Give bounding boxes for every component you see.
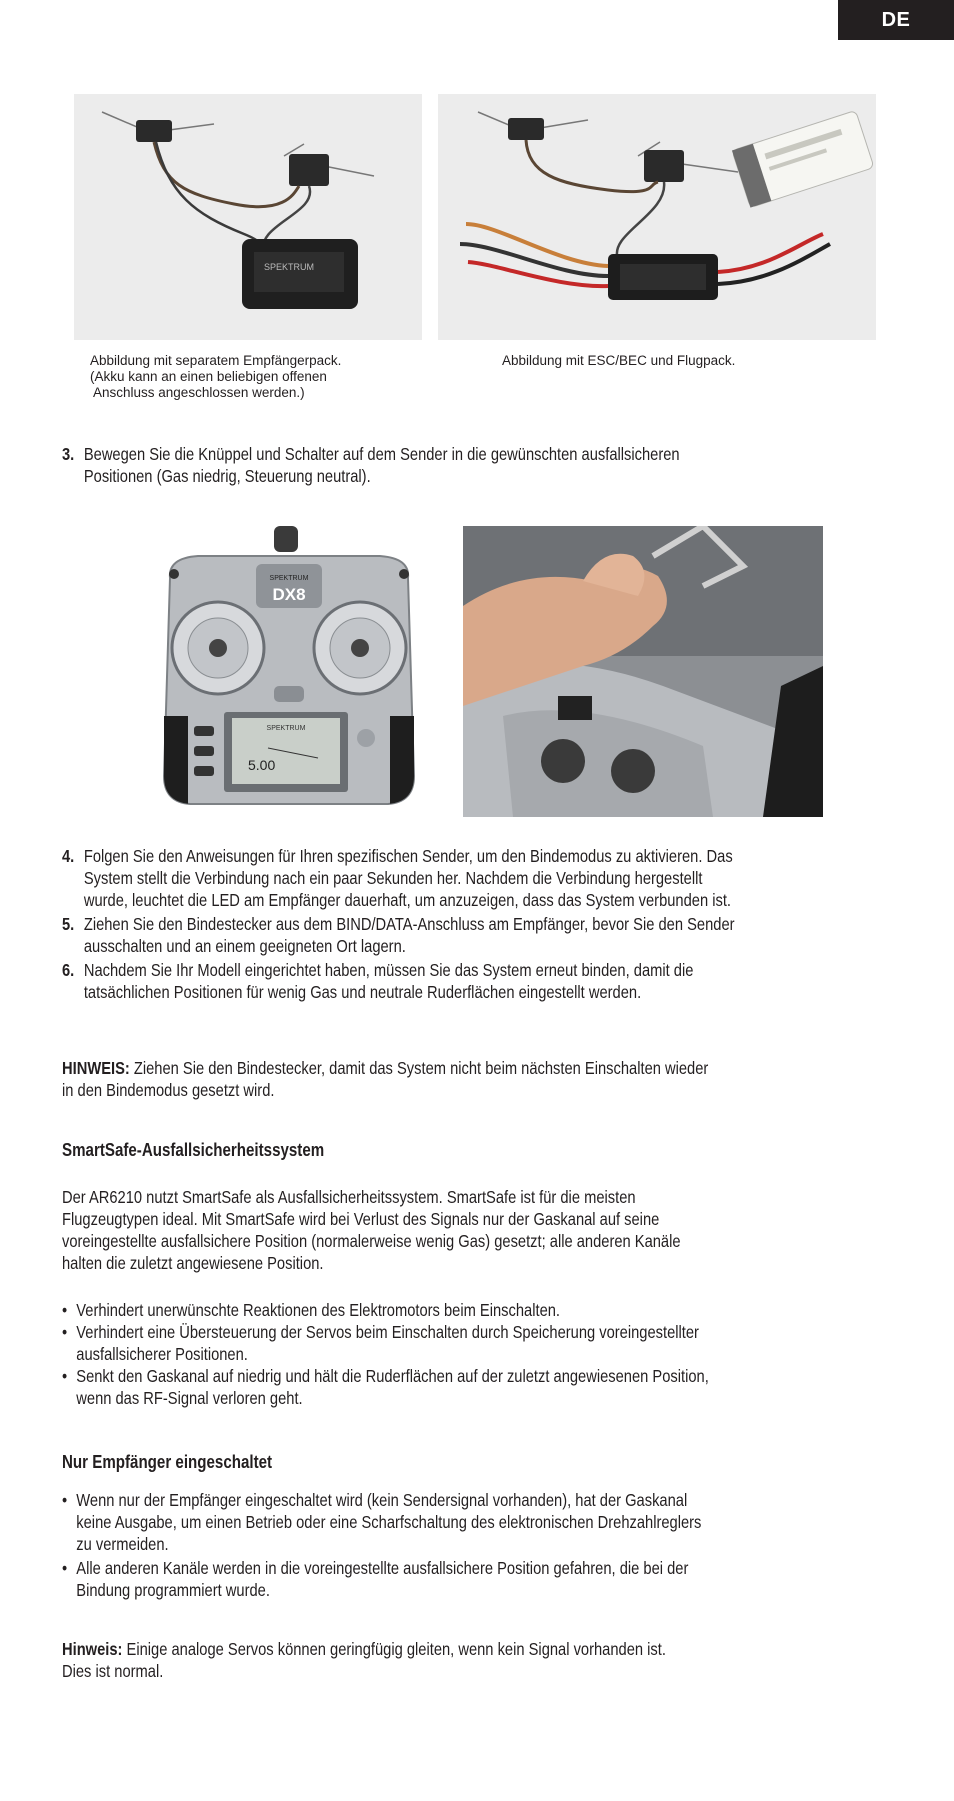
step-text-line: Folgen Sie den Anweisungen für Ihren spezifischen Sender, um den Bindemodus zu aktivieren. Das bbox=[83, 846, 733, 866]
bullet-dot: • bbox=[62, 1366, 68, 1386]
step-number: 3. bbox=[62, 444, 75, 464]
battery-brand-label: SPEKTRUM bbox=[264, 262, 315, 272]
smartsafe-bullets bbox=[62, 1299, 902, 1409]
step-number: 6. bbox=[62, 960, 75, 980]
bullet-item bbox=[62, 1299, 902, 1321]
step-number: 5. bbox=[62, 914, 75, 934]
notice-label: HINWEIS: bbox=[62, 1058, 130, 1078]
step-3 bbox=[62, 443, 902, 487]
step-text-line: Bewegen Sie die Knüppel und Schalter auf dem Sender in die gewünschten ausfallsicheren bbox=[83, 444, 680, 464]
notice-text: in den Bindemodus gesetzt wird. bbox=[62, 1080, 275, 1100]
smartsafe-paragraph bbox=[62, 1186, 902, 1274]
bullet-line: keine Ausgabe, um einen Betrieb oder eine Scharfschaltung des elektronischen Drehzahlreglers bbox=[76, 1512, 702, 1532]
receiver-only-heading: Nur Empfänger eingeschaltet bbox=[62, 1452, 273, 1472]
bullet-dot: • bbox=[62, 1322, 68, 1342]
screen-value: 5.00 bbox=[248, 757, 276, 773]
step-number: 4. bbox=[62, 846, 75, 866]
transmitter-brand: SPEKTRUM bbox=[269, 575, 309, 582]
steps-list bbox=[62, 845, 902, 1003]
step-text-line: tatsächlichen Positionen für wenig Gas und neutrale Ruderflächen eingestellt werden. bbox=[83, 982, 642, 1002]
bullet-line: wenn das RF-Signal verloren geht. bbox=[76, 1388, 303, 1408]
bullet-line: ausfallsicherer Positionen. bbox=[76, 1344, 248, 1364]
bullet-line: zu vermeiden. bbox=[76, 1534, 169, 1554]
bullet-dot: • bbox=[62, 1300, 68, 1320]
bullet-line: Verhindert eine Übersteuerung der Servos beim Einschalten durch Speicherung voreingestellter bbox=[76, 1322, 699, 1342]
smartsafe-heading: SmartSafe-Ausfallsicherheitssystem bbox=[62, 1140, 325, 1160]
transmitter-photo bbox=[148, 526, 430, 808]
receiver-only-bullets bbox=[62, 1489, 902, 1601]
bullet-dot: • bbox=[62, 1490, 68, 1510]
caption-line: Abbildung mit separatem Empfängerpack. bbox=[90, 353, 342, 368]
step-text-line: wurde, leuchtet die LED am Empfänger dauerhaft, um anzuzeigen, dass das System verbunden ist. bbox=[83, 890, 732, 910]
caption-line: Anschluss angeschlossen werden.) bbox=[90, 385, 305, 400]
bind-switch-photo bbox=[463, 526, 823, 817]
caption-line: (Akku kann an einen beliebigen offenen bbox=[90, 369, 327, 384]
step-text-line: Nachdem Sie Ihr Modell eingerichtet haben, müssen Sie das System erneut binden, damit die bbox=[83, 960, 694, 980]
bullet-line: Senkt den Gaskanal auf niedrig und hält die Ruderflächen auf der zuletzt angewiesenen Position, bbox=[76, 1366, 709, 1386]
bullet-line: Alle anderen Kanäle werden in die voreingestellte ausfallsichere Position gefahren, die bei der bbox=[76, 1558, 689, 1578]
bullet-item bbox=[62, 1365, 902, 1409]
bullet-item bbox=[62, 1557, 902, 1601]
step-text-line: Ziehen Sie den Bindestecker aus dem BIND/DATA-Anschluss am Empfänger, bevor Sie den Sender bbox=[83, 914, 735, 934]
step-5 bbox=[62, 913, 902, 957]
paragraph-line: Der AR6210 nutzt SmartSafe als Ausfallsicherheitssystem. SmartSafe ist für die meisten bbox=[62, 1187, 636, 1207]
note-label: Hinweis: bbox=[62, 1639, 123, 1659]
step-4 bbox=[62, 845, 902, 911]
step-text-line: Positionen (Gas niedrig, Steuerung neutral). bbox=[83, 466, 371, 486]
bullet-dot: • bbox=[62, 1558, 68, 1578]
step-text-line: System stellt die Verbindung nach ein paar Sekunden her. Nachdem die Verbindung hergestellt bbox=[83, 868, 703, 888]
caption-esc-flightpack: Abbildung mit ESC/BEC und Flugpack. bbox=[502, 353, 736, 368]
transmitter-model: DX8 bbox=[272, 585, 306, 604]
caption-receiver-pack bbox=[90, 353, 341, 401]
notice-text: Ziehen Sie den Bindestecker, damit das System nicht beim nächsten Einschalten wieder bbox=[129, 1058, 709, 1078]
note-text: Einige analoge Servos können geringfügig gleiten, wenn kein Signal vorhanden ist. bbox=[122, 1639, 666, 1659]
step-6 bbox=[62, 959, 902, 1003]
note-text: Dies ist normal. bbox=[62, 1661, 164, 1681]
bullet-line: Bindung programmiert wurde. bbox=[76, 1580, 270, 1600]
bullet-line: Wenn nur der Empfänger eingeschaltet wird (kein Sendersignal vorhanden), hat der Gaskanal bbox=[76, 1490, 688, 1510]
bullet-item bbox=[62, 1321, 902, 1365]
notice-paragraph bbox=[62, 1057, 902, 1101]
screen-brand: SPEKTRUM bbox=[266, 725, 306, 732]
paragraph-line: voreingestellte ausfallsichere Position (normalerweise wenig Gas) gesetzt; alle anderen Kanäle bbox=[62, 1231, 681, 1251]
receiver-pack-photo bbox=[74, 94, 422, 340]
bullet-line: Verhindert unerwünschte Reaktionen des Elektromotors beim Einschalten. bbox=[76, 1300, 561, 1320]
paragraph-line: halten die zuletzt angewiesene Position. bbox=[62, 1253, 324, 1273]
esc-flightpack-photo bbox=[438, 94, 876, 340]
language-tab: DE bbox=[838, 0, 954, 40]
note-paragraph bbox=[62, 1638, 902, 1682]
paragraph-line: Flugzeugtypen ideal. Mit SmartSafe wird bei Verlust des Signals nur der Gaskanal auf seine bbox=[62, 1209, 660, 1229]
bullet-item bbox=[62, 1489, 902, 1555]
step-text-line: ausschalten und an einem geeigneten Ort lagern. bbox=[83, 936, 406, 956]
